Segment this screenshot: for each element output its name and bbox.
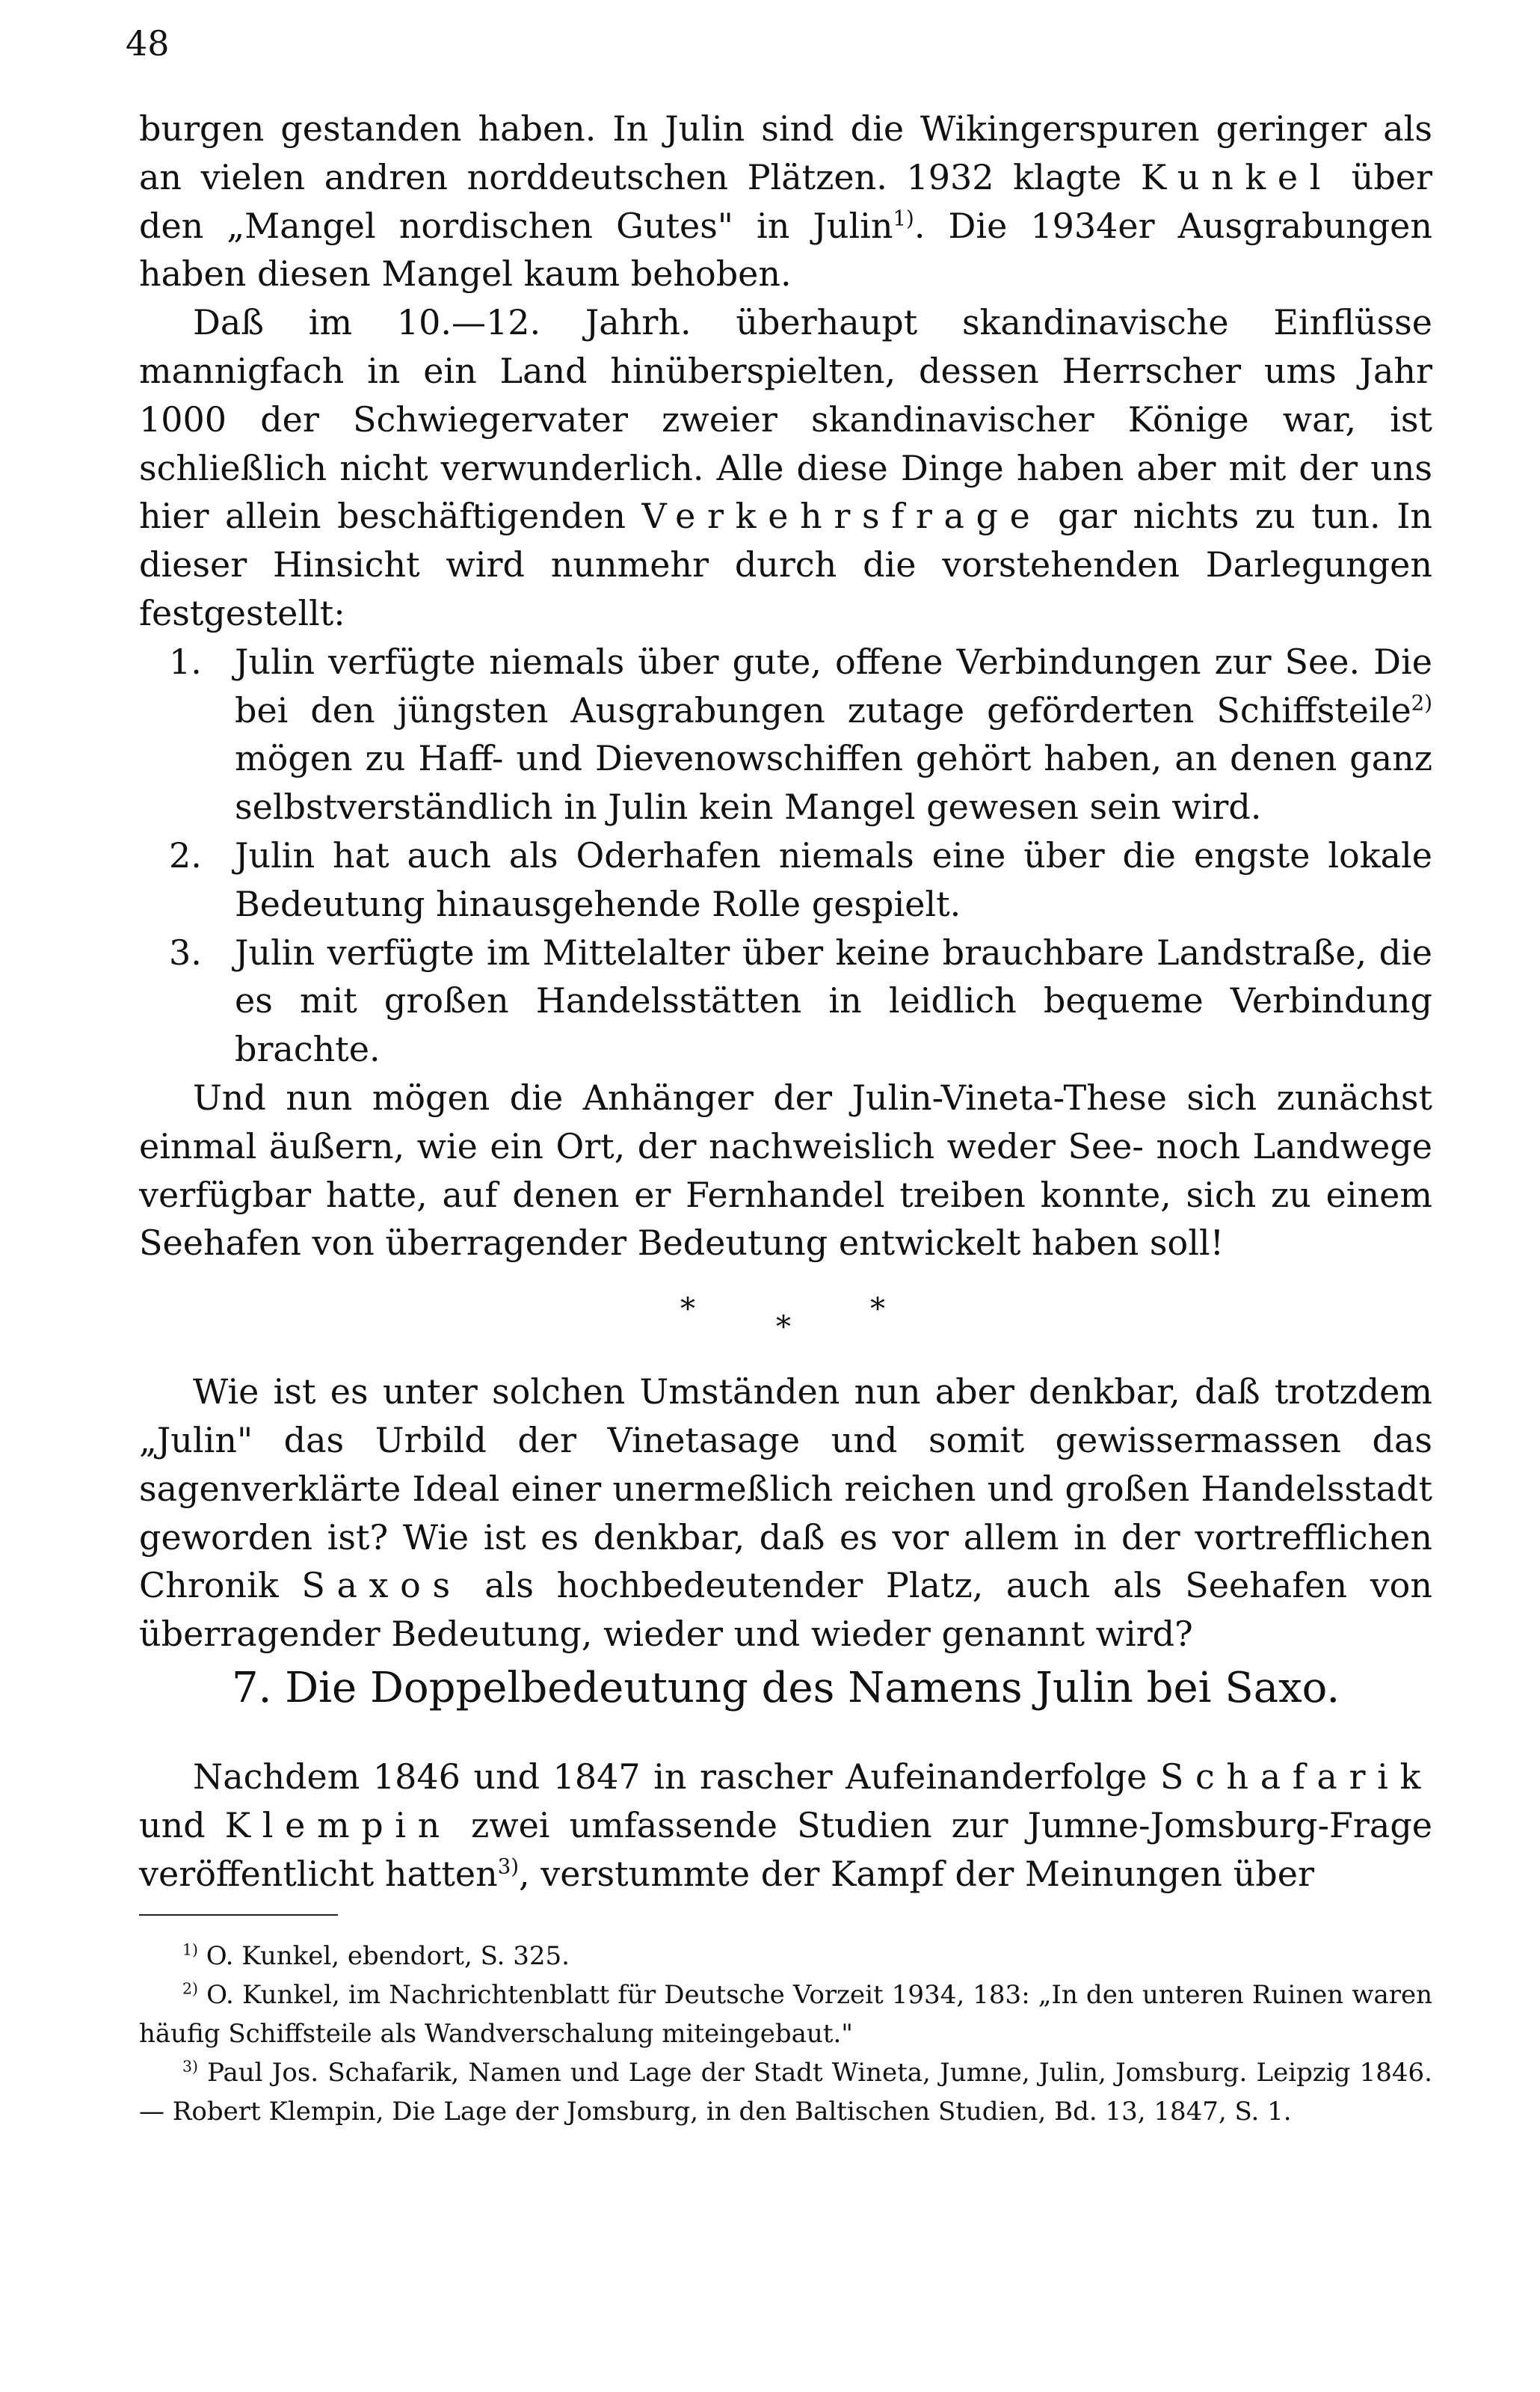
footnote-ref-2: 2) bbox=[1411, 690, 1432, 716]
paragraph-3: Und nun mögen die Anhänger der Julin-Vineta-These sich zunächst einmal äußern, wie ein Ort, der nachweislich weder See- noch Landwege verfügbar hatte, auf denen er Fernhandel treiben konnte, sich zu einem Seehafen von überragender Bedeutung entwickelt haben soll! bbox=[139, 1077, 1432, 1264]
footnote-mark: 3) bbox=[182, 2057, 198, 2076]
main-text bbox=[139, 105, 1432, 1658]
footnote-ref-1: 1) bbox=[893, 206, 914, 231]
asterisk: * bbox=[680, 1292, 695, 1327]
list-item: 2. Julin hat auch als Oderhafen niemals eine über die engste lokale Bedeutung hinausgehende Rolle gespielt. bbox=[139, 831, 1432, 929]
emphasized-name-schafarik: Schafarik bbox=[1159, 1756, 1432, 1797]
numbered-findings-list bbox=[139, 638, 1432, 1074]
list-number: 3. bbox=[169, 932, 202, 973]
list-item: 3. Julin verfügte im Mittelalter über keine brauchbare Landstraße, die es mit großen Handelsstätten in leidlich bequeme Verbindung brachte. bbox=[139, 929, 1432, 1074]
section-7-text bbox=[139, 1753, 1432, 1898]
emphasized-term-verkehrsfrage: Verkehrsfrage bbox=[641, 496, 1042, 537]
footnote-mark: 1) bbox=[182, 1940, 198, 1959]
footnote-divider bbox=[139, 1914, 338, 1916]
section-heading: 7. Die Doppelbedeutung des Namens Julin bei Saxo. bbox=[232, 1664, 1340, 1712]
paragraph-2: Daß im 10.—12. Jahrh. überhaupt skandinavische Einflüsse mannigfach in ein Land hinüberspielten, dessen Herrscher ums Jahr 1000 der Schwiegervater zweier skandinavischer Könige war, ist schließlich nicht verwunderlich. Alle diese Dinge haben aber mit der uns hier allein beschäftigenden Verkehrsfrage gar nichts zu tun. In dieser Hinsicht wird nunmehr durch die vorstehenden Darlegungen festgestellt: bbox=[139, 302, 1433, 633]
list-item: 1. Julin verfügte niemals über gute, offene Verbindungen zur See. Die bei den jüngsten Ausgrabungen zutage geförderten Schiffsteile$^{2)}$ mögen zu Haff- und Dievenowschiffen gehört haben, an denen ganz selbstverständlich in Julin kein Mangel gewesen sein wird. bbox=[139, 638, 1432, 831]
emphasized-name-kunkel: Kunkel bbox=[1140, 156, 1333, 197]
asterisk: * bbox=[776, 1310, 791, 1345]
paragraph-4: Wie ist es unter solchen Umständen nun aber denkbar, daß trotzdem „Julin" das Urbild der Vinetasage und somit gewissermassen das sagenverklärte Ideal einer unermeßlich reichen und großen Handelsstadt geworden ist? Wie ist es denkbar, daß es vor allem in der vortrefflichen Chronik Saxos als hochbedeutender Platz, auch als Seehafen von überragender Bedeutung, wieder und wieder genannt wird? bbox=[139, 1371, 1433, 1655]
footnote-mark: 2) bbox=[182, 1979, 198, 1998]
asterisk: * bbox=[870, 1292, 885, 1327]
footnotes bbox=[139, 1937, 1432, 2131]
list-number: 2. bbox=[169, 834, 202, 876]
footnote-ref-3: 3) bbox=[497, 1854, 520, 1879]
emphasized-name-klempin: Klempin bbox=[224, 1804, 452, 1845]
footnote-1: $^{1)}$ O. Kunkel, ebendort, S. 325. bbox=[182, 1940, 570, 1971]
section-break-asterism bbox=[139, 1267, 1432, 1368]
paragraph-5: Nachdem 1846 und 1847 in rascher Aufeinanderfolge Schafarik und Klempin zwei umfassende Studien zur Jumne-Jomsburg-Frage veröffentlicht hatten$^{3)}$, verstummte der Kampf der Meinungen über bbox=[139, 1756, 1432, 1894]
page-number: 48 bbox=[126, 23, 170, 64]
footnote-2: $^{2)}$ O. Kunkel, im Nachrichtenblatt für Deutsche Vorzeit 1934, 183: „In den unteren Ruinen waren häufig Schiffsteile als Wandverschalung miteingebaut." bbox=[139, 1979, 1432, 2049]
emphasized-name-saxos: Saxos bbox=[301, 1565, 462, 1606]
paragraph-1: burgen gestanden haben. In Julin sind die Wikingerspuren geringer als an vielen andren norddeutschen Plätzen. 1932 klagte Kunkel über den „Mangel nordischen Gutes" in Julin$^{1)}$. Die 1934er Ausgrabungen haben diesen Mangel kaum behoben. bbox=[139, 108, 1433, 295]
list-number: 1. bbox=[169, 641, 202, 682]
footnote-3: $^{3)}$ Paul Jos. Schafarik, Namen und Lage der Stadt Wineta, Jumne, Julin, Jomsburg. Leipzig 1846. — Robert Klempin, Die Lage der Jomsburg, in den Baltischen Studien, Bd. 13, 1847, S. 1. bbox=[139, 2057, 1432, 2127]
